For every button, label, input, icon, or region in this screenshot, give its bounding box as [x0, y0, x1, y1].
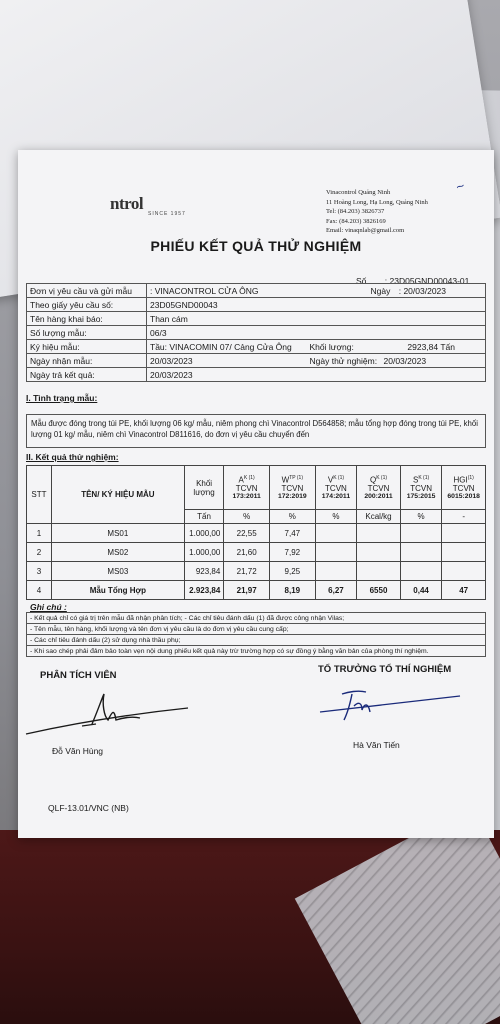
khoi-luong-label: Khối lượng:	[307, 340, 381, 354]
col-sample-name: TÊN/ KÝ HIỆU MẪU	[51, 466, 184, 524]
unit-mass: Tấn	[184, 510, 223, 524]
unit-hgi: -	[442, 510, 486, 524]
unit-volatile: %	[315, 510, 357, 524]
ngay-nhan-value: 20/03/2023	[147, 354, 307, 368]
analyst-title: PHÂN TÍCH VIÊN	[40, 670, 117, 681]
table-row: 3 MS03 923,84 21,72 9,25	[27, 562, 486, 581]
theo-label: Theo giấy yêu cầu số:	[27, 298, 147, 312]
ngay-field	[371, 286, 482, 296]
table-row-total: 4 Mẫu Tổng Hợp 2.923,84 21,97 8,19 6,27 6550 0,44 47	[27, 581, 486, 600]
section-2-heading: II. Kết quả thử nghiệm:	[26, 452, 119, 462]
unit-moisture: %	[269, 510, 315, 524]
form-code: QLF-13.01/VNC (NB)	[48, 803, 129, 813]
lead-name: Hà Văn Tiến	[353, 740, 400, 750]
pen-mark-icon: ~	[453, 177, 467, 195]
don-vi-value	[147, 284, 486, 298]
ky-hieu-value: Tầu: VINACOMIN 07/ Cảng Cửa Ông	[147, 340, 307, 354]
col-hgi: HGI$^{(1)}$ TCVN 6015:2018	[442, 466, 486, 510]
ngay-thu-value: 20/03/2023	[381, 354, 486, 368]
so-luong-value: 06/3	[147, 326, 486, 340]
ngay-nhan-label: Ngày nhận mẫu:	[27, 354, 147, 368]
don-vi-label: Đơn vị yêu cầu và gửi mẫu	[27, 284, 147, 298]
note-line: - Kết quả chỉ có giá trị trên mẫu đã nhận phân tích; - Các chỉ tiêu đánh dấu (1) đã được công nhận Vilas;	[27, 613, 486, 624]
ngay-value: : 20/03/2023	[398, 285, 446, 296]
col-stt: STT	[27, 466, 52, 524]
khoi-luong-value: 2923,84 Tấn	[381, 340, 486, 354]
note-line: - Các chỉ tiêu đánh dấu (2) sử dụng nhà thầu phụ;	[27, 635, 486, 646]
notes-title: Ghi chú :	[30, 602, 67, 612]
col-calorific: $Q^{K (1)}$ TCVN 200:2011	[357, 466, 401, 510]
ky-hieu-label: Ký hiệu mẫu:	[27, 340, 147, 354]
company-address	[326, 188, 428, 236]
note-line: - Khi sao chép phải đảm bảo toàn vẹn nội dung phiếu kết quả này trừ trường hợp có sự đồng ý bằng văn bản của phòng thí nghiệm.	[27, 646, 486, 657]
col-mass: Khối lượng	[184, 466, 223, 510]
results-table	[26, 465, 486, 600]
analyst-name: Đỗ Văn Hùng	[52, 746, 104, 756]
unit-calorific: Kcal/kg	[357, 510, 401, 524]
col-sulfur: $S^{K (1)}$ TCVN 175:2015	[400, 466, 442, 510]
ngay-tra-value: 20/03/2023	[147, 368, 486, 382]
document-title: PHIẾU KẾT QUẢ THỬ NGHIỆM	[150, 238, 362, 254]
address-line: Email: vinaqnlab@gmail.com	[326, 227, 405, 234]
unit-sulfur: %	[400, 510, 442, 524]
ten-hang-label: Tên hàng khai báo:	[27, 312, 147, 326]
lead-title: TỔ TRƯỞNG TỔ THÍ NGHIỆM	[318, 664, 452, 675]
sample-condition-text: Mẫu được đóng trong túi PE, khối lượng 06 kg/ mẫu, niêm phong chì Vinacontrol D564858; mẫu tổng hợp đóng trong túi PE, khối lượng 01 kg/ mẫu, niêm chì Vinacontrol D811616, do đơn vị yêu cầu chuyển đến	[26, 414, 486, 448]
ngay-tra-label: Ngày trả kết quả:	[27, 368, 147, 382]
ngay-label: Ngày	[370, 285, 391, 296]
address-line: Vinacontrol Quảng Ninh	[326, 189, 391, 196]
notes-table	[26, 612, 486, 657]
address-line: Fax: (84.203) 3826169	[326, 217, 386, 225]
logo-tagline: SINCE 1957	[148, 211, 186, 217]
sample-info-table	[26, 283, 486, 382]
so-value: : 23D05GND00043-01	[384, 276, 470, 286]
col-ash: $A^{K (1)}$ TCVN 173:2011	[224, 466, 270, 510]
col-volatile: $V^{K (1)}$ TCVN 174:2011	[315, 466, 357, 510]
ten-hang-value: Than cám	[147, 312, 486, 326]
lead-signature	[314, 678, 464, 728]
analyst-signature	[22, 690, 192, 740]
address-line: Tel: (84.203) 3826737	[326, 208, 385, 215]
table-row: 1 MS01 1.000,00 22,55 7,47	[27, 524, 486, 543]
note-line: - Tên mẫu, tên hàng, khối lượng và tên đơn vị yêu cầu là do đơn vị yêu cầu cung cấp;	[27, 624, 486, 635]
so-luong-label: Số lượng mẫu:	[27, 326, 147, 340]
company-logo: ntrol	[110, 194, 144, 213]
don-vi-text: : VINACONTROL CỬA ÔNG	[150, 285, 259, 296]
table-row: 2 MS02 1.000,00 21,60 7,92	[27, 543, 486, 562]
address-line: 11 Hoàng Long, Hạ Long, Quảng Ninh	[326, 198, 428, 206]
so-label: Số	[356, 276, 367, 286]
unit-ash: %	[224, 510, 270, 524]
theo-value: 23D05GND00043	[147, 298, 486, 312]
ngay-thu-label: Ngày thử nghiệm:	[307, 354, 381, 368]
test-result-document	[18, 150, 494, 838]
col-moisture: $W^{TP (1)}$ TCVN 172:2019	[269, 466, 315, 510]
section-1-heading: I. Tình trạng mẫu:	[26, 393, 98, 403]
